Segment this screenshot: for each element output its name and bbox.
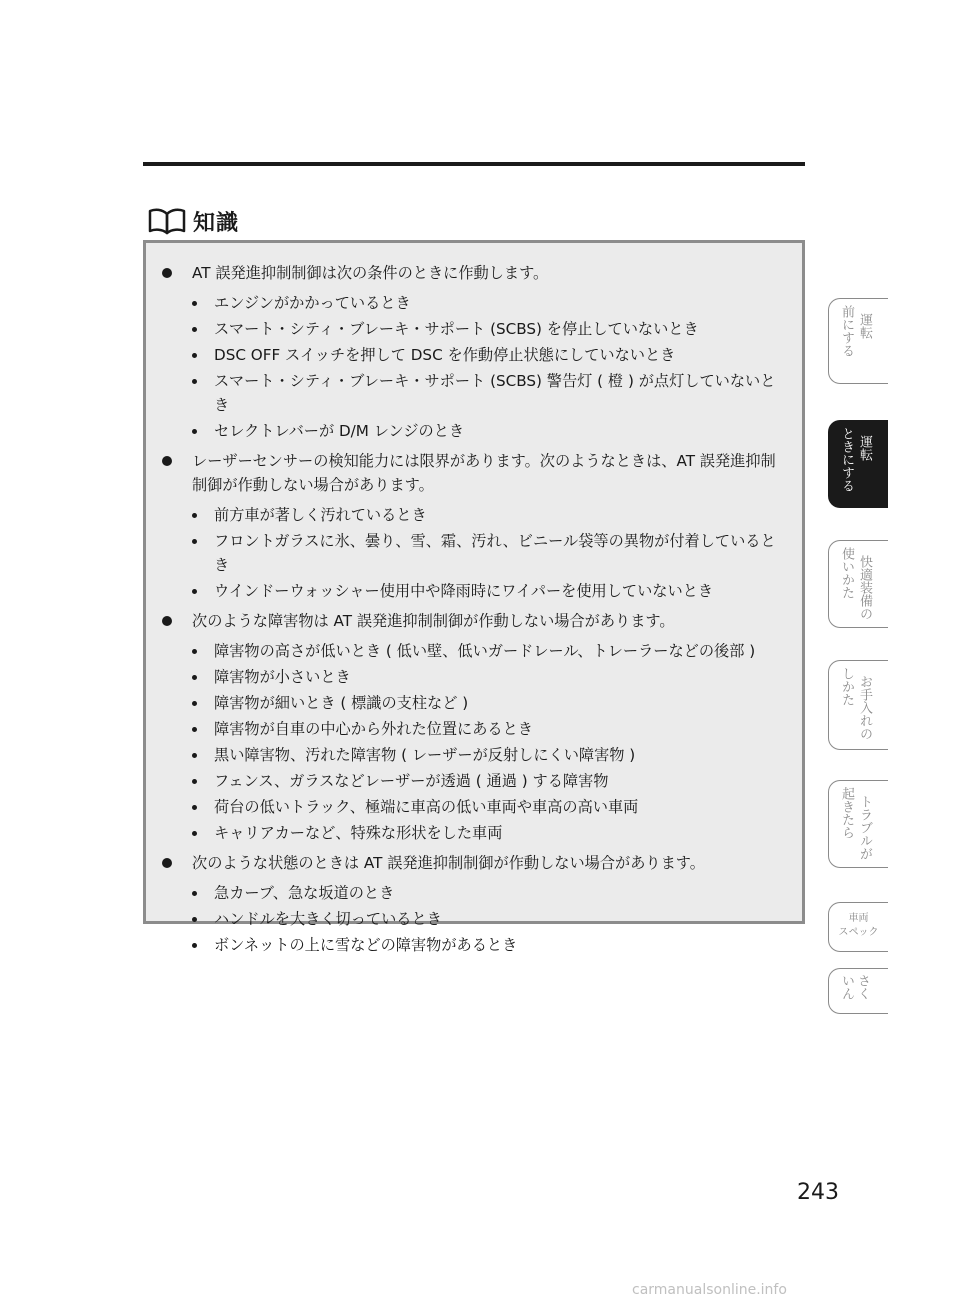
sub-bullet-icon — [192, 379, 197, 384]
sub-item-text: 前方車が著しく汚れているとき — [214, 506, 427, 524]
sub-item — [192, 419, 790, 443]
bullet-dot-icon — [162, 456, 172, 466]
bullet-text: レーザーセンサーの検知能力には限界があります。次のようなときは、AT 誤発進抑制制御が作動しない場合があります。 — [192, 452, 776, 494]
sub-bullet-icon — [192, 943, 197, 948]
side-tab-label: トラブルが — [857, 795, 872, 860]
side-tab-5[interactable] — [828, 780, 888, 868]
bullet-text: AT 誤発進抑制制御は次の条件のときに作動します。 — [192, 264, 549, 282]
bullet-text: 次のような状態のときは AT 誤発進抑制制御が作動しない場合があります。 — [192, 854, 705, 872]
sub-list — [192, 291, 790, 443]
sub-item — [192, 291, 790, 315]
sub-item — [192, 821, 790, 845]
sub-item — [192, 317, 790, 341]
sub-bullet-icon — [192, 353, 197, 358]
sub-item-text: 障害物の高さが低いとき ( 低い壁、低いガードレール、トレーラーなどの後部 ) — [214, 642, 756, 660]
side-tab-label: 車両 — [848, 913, 869, 924]
side-tab-1[interactable] — [828, 298, 888, 384]
sub-list — [192, 639, 790, 845]
side-tab-label: さく — [855, 974, 870, 1000]
side-tab-3[interactable] — [828, 540, 888, 628]
sub-item-text: 黒い障害物、汚れた障害物 ( レーザーが反射しにくい障害物 ) — [214, 746, 636, 764]
side-tab-label: 運転 — [857, 435, 872, 461]
side-tab-label: 起きたら — [839, 787, 854, 839]
sub-bullet-icon — [192, 429, 197, 434]
side-tab-label: スペック — [838, 927, 879, 938]
side-tab-label: お手入れの — [857, 675, 872, 740]
sub-bullet-icon — [192, 727, 197, 732]
sub-item-text: ハンドルを大きく切っているとき — [214, 910, 442, 928]
sub-bullet-icon — [192, 301, 197, 306]
side-tab-label: 使いかた — [839, 547, 854, 599]
sub-bullet-icon — [192, 891, 197, 896]
sub-item-text: 障害物が自車の中心から外れた位置にあるとき — [214, 720, 533, 738]
bullet-list — [146, 243, 802, 963]
sub-item-text: キャリアカーなど、特殊な形状をした車両 — [214, 824, 503, 842]
sub-bullet-icon — [192, 831, 197, 836]
sub-item — [192, 881, 790, 905]
sub-bullet-icon — [192, 753, 197, 758]
section-title: 知識 — [193, 210, 240, 236]
sub-item — [192, 579, 790, 603]
sub-item-text: ウインドーウォッシャー使用中や降雨時にワイパーを使用していないとき — [214, 582, 714, 600]
side-tab-2[interactable] — [828, 420, 888, 508]
sub-item-text: 障害物が細いとき ( 標識の支柱など ) — [214, 694, 469, 712]
sub-item — [192, 933, 790, 957]
sub-item — [192, 769, 790, 793]
sub-item-text: セレクトレバーが D/M レンジのとき — [214, 422, 465, 440]
sub-item — [192, 907, 790, 931]
sub-bullet-icon — [192, 589, 197, 594]
sub-item-text: DSC OFF スイッチを押して DSC を作動停止状態にしていないとき — [214, 346, 676, 364]
sub-bullet-icon — [192, 675, 197, 680]
sub-bullet-icon — [192, 701, 197, 706]
sub-item-text: 荷台の低いトラック、極端に車高の低い車両や車高の高い車両 — [214, 798, 639, 816]
sub-item-text: スマート・シティ・ブレーキ・サポート (SCBS) を停止していないとき — [214, 320, 699, 338]
sub-item — [192, 529, 790, 577]
sub-item-text: フェンス、ガラスなどレーザーが透過 ( 通過 ) する障害物 — [214, 772, 609, 790]
sub-bullet-icon — [192, 805, 197, 810]
sub-item-text: フロントガラスに氷、曇り、雪、霜、汚れ、ビニール袋等の異物が付着しているとき — [214, 532, 776, 574]
page-number: 243 — [797, 1180, 839, 1205]
watermark: carmanualsonline.info — [632, 1282, 787, 1298]
side-tab-4[interactable] — [828, 660, 888, 750]
side-tab-label: いん — [839, 974, 854, 1000]
sub-item — [192, 743, 790, 767]
sub-list — [192, 881, 790, 957]
sub-item-text: 急カーブ、急な坂道のとき — [214, 884, 395, 902]
side-tab-label: 快適装備の — [857, 555, 872, 620]
sub-bullet-icon — [192, 917, 197, 922]
sub-item — [192, 691, 790, 715]
sub-bullet-icon — [192, 539, 197, 544]
bullet-item — [162, 449, 790, 603]
sub-bullet-icon — [192, 327, 197, 332]
bullet-text: 次のような障害物は AT 誤発進抑制制御が作動しない場合があります。 — [192, 612, 675, 630]
bullet-item — [162, 851, 790, 957]
section-heading — [147, 206, 239, 236]
bullet-dot-icon — [162, 858, 172, 868]
sub-item — [192, 639, 790, 663]
bullet-dot-icon — [162, 268, 172, 278]
side-tab-7[interactable] — [828, 968, 888, 1014]
side-tab-6[interactable] — [828, 902, 888, 952]
sub-item — [192, 795, 790, 819]
sub-item — [192, 369, 790, 417]
open-book-icon — [147, 207, 187, 235]
sub-list — [192, 503, 790, 603]
sub-item-text: 障害物が小さいとき — [214, 668, 351, 686]
side-tab-label: しかた — [839, 667, 854, 706]
sub-bullet-icon — [192, 649, 197, 654]
bullet-item — [162, 261, 790, 443]
side-tab-label: 前にする — [839, 305, 854, 357]
sub-bullet-icon — [192, 779, 197, 784]
side-tab-label: 運転 — [857, 313, 872, 339]
sub-item-text: ボンネットの上に雪などの障害物があるとき — [214, 936, 518, 954]
bullet-dot-icon — [162, 616, 172, 626]
sub-item — [192, 665, 790, 689]
side-tab-label: ときにする — [839, 427, 854, 492]
sub-bullet-icon — [192, 513, 197, 518]
sub-item — [192, 343, 790, 367]
sub-item — [192, 503, 790, 527]
sub-item-text: エンジンがかかっているとき — [214, 294, 411, 312]
bullet-item — [162, 609, 790, 845]
notes-box — [143, 240, 805, 954]
top-rule — [143, 162, 805, 166]
sub-item — [192, 717, 790, 741]
sub-item-text: スマート・シティ・ブレーキ・サポート (SCBS) 警告灯 ( 橙 ) が点灯していないとき — [214, 372, 776, 414]
